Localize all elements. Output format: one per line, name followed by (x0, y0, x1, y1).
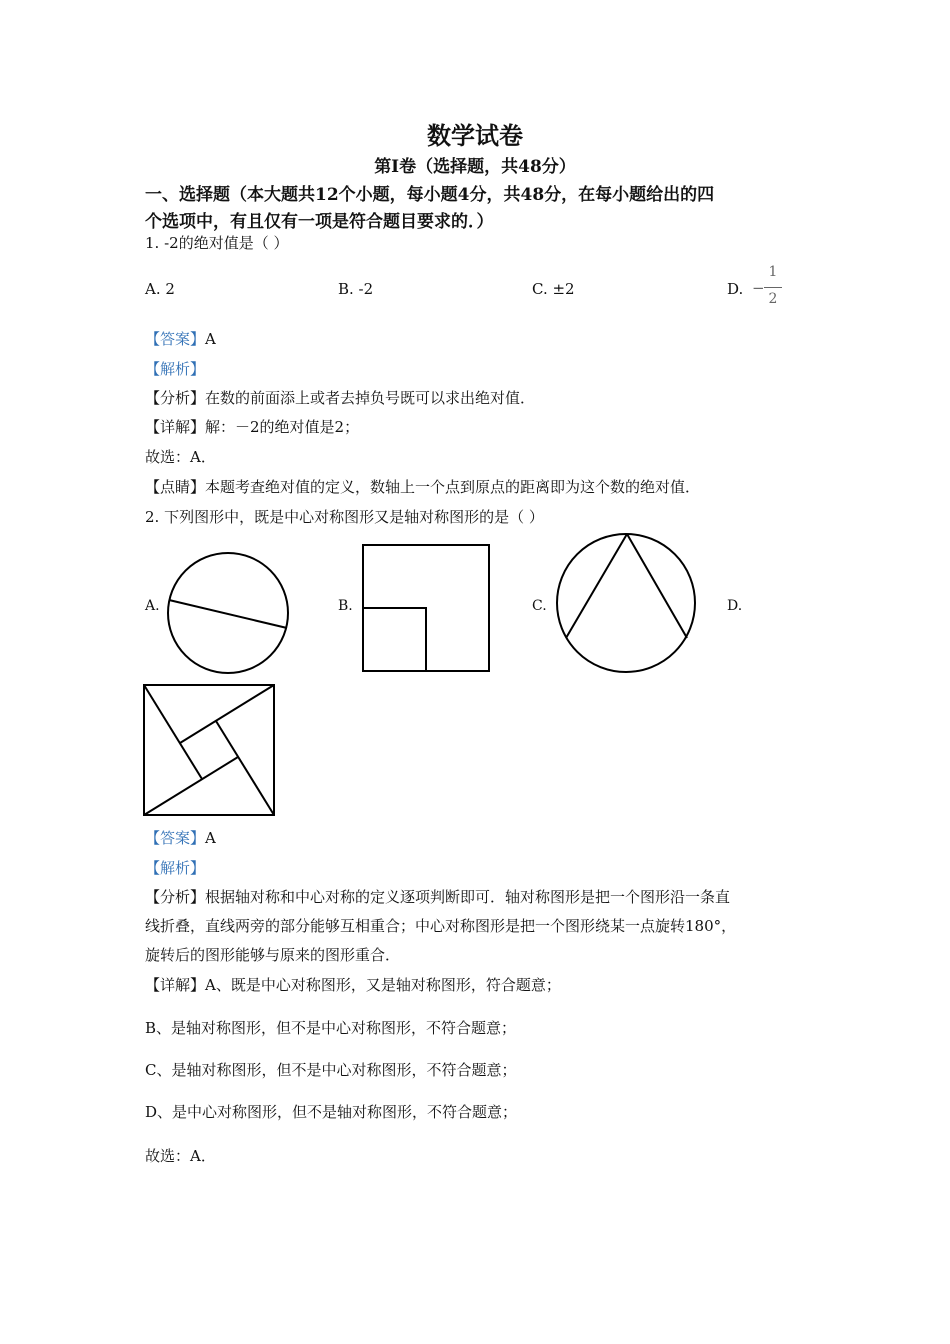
q1-xiangjie: 【详解】解：－2的绝对值是2； (145, 418, 360, 436)
q2-figure-label-b: B. (338, 598, 353, 614)
section-heading-line1: 一、选择题（本大题共12个小题，每小题4分，共48分，在每小题给出的四 (145, 185, 715, 205)
q1-option-d-sign: − (752, 279, 765, 297)
figure-a-circle-chord (166, 551, 290, 675)
answer-tag: 【答案】 (145, 829, 206, 847)
q2-xiangjie-b: B、是轴对称图形，但不是中心对称图形，不符合题意； (145, 1019, 517, 1037)
q1-option-d-label: D. (727, 280, 744, 298)
q2-answer-line (145, 827, 216, 848)
fraction-bar (764, 287, 782, 288)
q2-fenxi-line3: 旋转后的图形能够与原来的图形重合． (145, 946, 401, 964)
q1-guxuan: 故选：A． (145, 448, 216, 466)
q1-option-b: B. -2 (338, 280, 374, 298)
q1-analysis-tag: 【解析】 (145, 360, 206, 378)
q2-figure-label-a: A. (145, 598, 160, 614)
page-title: 数学试卷 (427, 121, 523, 150)
figure-c-circle-triangle (556, 532, 698, 674)
q2-answer: A (205, 829, 216, 847)
q2-xiangjie-a: 【详解】A、既是中心对称图形，又是轴对称图形，符合题意； (145, 976, 561, 994)
q2-fenxi-line2: 线折叠，直线两旁的部分能够互相重合；中心对称图形是把一个图形绕某一点旋转180°， (145, 917, 737, 935)
q1-answer-line (145, 328, 216, 349)
answer-tag: 【答案】 (145, 330, 206, 348)
q1-stem: 1. -2的绝对值是（ ） (145, 234, 289, 252)
q1-option-d-denominator: 2 (768, 291, 778, 307)
q2-stem: 2. 下列图形中，既是中心对称图形又是轴对称图形的是（ ） (145, 508, 544, 526)
q1-answer: A (205, 330, 216, 348)
q2-figure-label-d: D. (727, 598, 743, 614)
q1-fenxi: 【分析】在数的前面添上或者去掉负号既可以求出绝对值． (145, 389, 536, 407)
page-subtitle: 第Ⅰ卷（选择题，共48分） (374, 157, 576, 177)
q2-guxuan: 故选：A． (145, 1147, 216, 1165)
q1-option-c: C. ±2 (532, 280, 575, 298)
figure-d-pinwheel-square (143, 684, 276, 817)
section-heading-line2: 个选项中，有且仅有一项是符合题目要求的．） (145, 212, 494, 232)
q2-figure-label-c: C. (532, 598, 547, 614)
figure-b-nested-squares (362, 544, 492, 674)
q2-xiangjie-d: D、是中心对称图形，但不是轴对称图形，不符合题意； (145, 1103, 518, 1121)
q2-fenxi-line1: 【分析】根据轴对称和中心对称的定义逐项判断即可．轴对称图形是把一个图形沿一条直 (145, 888, 731, 906)
q2-xiangjie-c: C、是轴对称图形，但不是中心对称图形，不符合题意； (145, 1061, 517, 1079)
q1-option-a: A. 2 (145, 280, 175, 298)
q1-dianjing: 【点睛】本题考查绝对值的定义，数轴上一个点到原点的距离即为这个数的绝对值． (145, 478, 701, 496)
q2-analysis-tag: 【解析】 (145, 859, 206, 877)
q1-option-d-numerator: 1 (768, 264, 778, 280)
